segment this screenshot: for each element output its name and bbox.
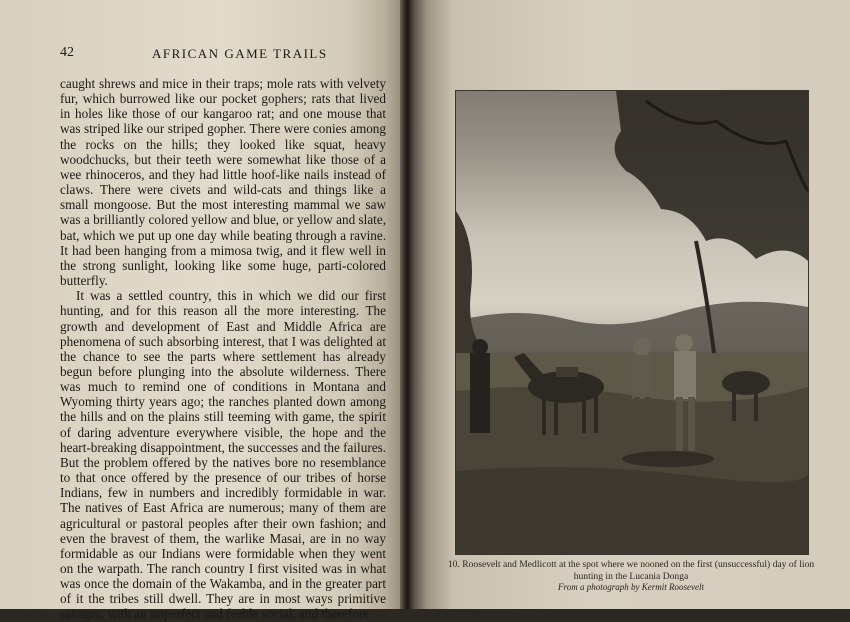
paragraph-continued: caught shrews and mice in their traps; mole rats with velvety fur, which burrowed like our pocket gophers; rats that lived in holes like those of our kangaroo rat; and one mouse that was striped like our striped gopher. There were conies among the rocks on the hills; they looked like squat, heavy woodchucks, but their teeth were somewhat like those of a wee rhinoceros, and they had little hoof-like nails instead of claws. There were civets and wild-cats and things like a small mongoose. But the most interesting mammal we saw was a brilliantly colored yellow and blue, or yellow and slate, bat, which we put up one day while beating through a ravine. It had been hanging from a mimosa twig, and it flew well in the strong sunlight, looking like some huge, parti-colored butterfly.: [60, 76, 386, 289]
paragraph-settled-country: It was a settled country, this in which we did our first hunting, and for this reason all the more interesting. The growth and development of East and Middle Africa are phenomena of such absorbing interest, that I was delighted at the chance to see the parts where settlement has already begun before plunging into the absolute wilderness. There was much to remind one of conditions in Montana and Wyoming thirty years ago; the ranches planted down among the hills and on the plains still teeming with game, the spirit of daring adventure everywhere visible, the hope and the heart-breaking disappointment, the successes and the failures. But the problem offered by the natives bore no resemblance to that once offered by the presence of our tribes of horse Indians, few in numbers and incredibly formidable in war. The natives of East Africa are numerous; many of them are agricultural or pastoral peoples after their own fashion; and even the bravest of them, the warlike Masai, are in no way formidable as our Indians were formidable when they went on the warpath. The ranch country I first visited was in what was once the domain of the Wakamba, and in the greater part of it the tribes still dwell. They are in most ways primitive savages, with an imperfect and feeble social, and therefore: [60, 288, 386, 622]
caption-number: 10.: [447, 559, 460, 570]
photo-credit: From a photograph by Kermit Roosevelt: [558, 582, 704, 592]
caption-text: Roosevelt and Medlicott at the spot where we nooned on the first (unsuccessful) day of lion hunting in the Lucania Donga: [462, 559, 815, 582]
running-head: [60, 44, 400, 64]
book-title: AFRICAN GAME TRAILS: [152, 46, 328, 61]
photo-plate: [455, 90, 809, 555]
left-page: [0, 0, 406, 622]
book-gutter: [400, 0, 414, 609]
photo-caption: [440, 559, 822, 594]
body-text: [60, 76, 386, 622]
photo-illustration: [456, 91, 808, 554]
page-number: 42: [60, 45, 74, 60]
